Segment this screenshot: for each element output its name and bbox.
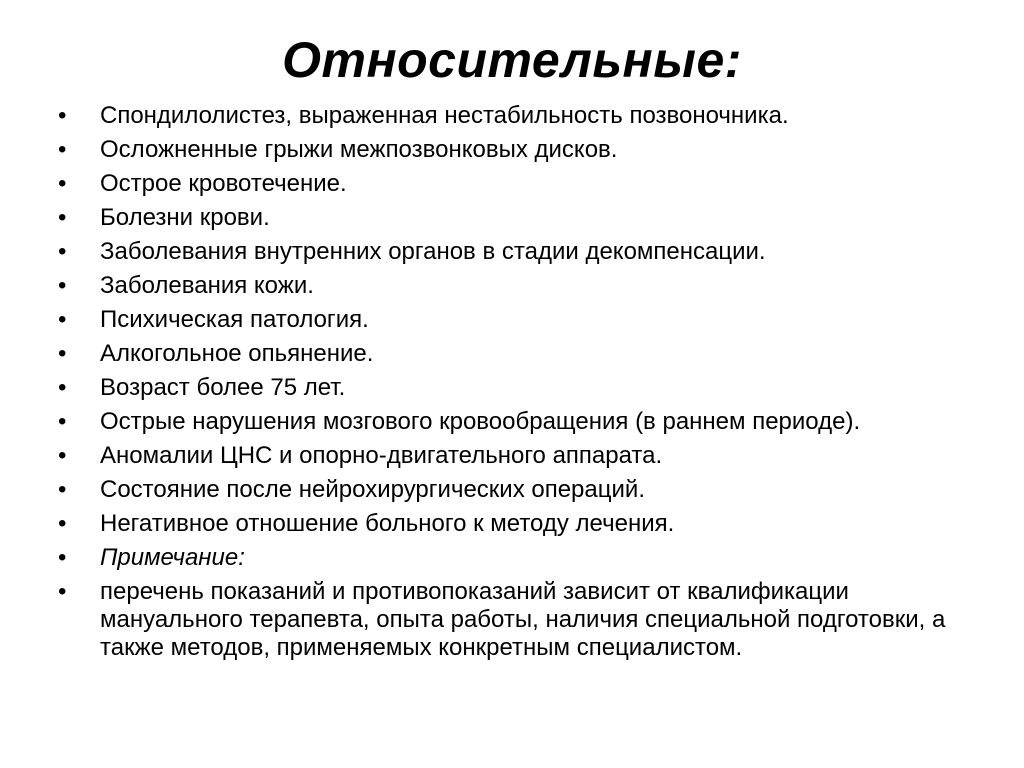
list-item-text: Заболевания внутренних органов в стадии декомпенсации.: [100, 238, 766, 265]
bullet-icon: •: [58, 578, 67, 605]
list-item: [58, 272, 958, 300]
contraindications-list: [58, 102, 958, 668]
list-item: [58, 306, 958, 334]
list-item: [58, 476, 958, 504]
list-item: [58, 544, 958, 572]
bullet-icon: •: [58, 136, 67, 163]
list-item-text: Спондилолистез, выраженная нестабильность позвоночника.: [100, 102, 789, 129]
bullet-icon: •: [58, 102, 67, 129]
list-item-text: Возраст более 75 лет.: [100, 374, 346, 401]
bullet-icon: •: [58, 170, 67, 197]
bullet-icon: •: [58, 374, 67, 401]
note-text: перечень показаний и противопоказаний зависит от квалификации мануального терапевта, опыта работы, наличия специальной подготовки, а также методов, применяемых конкретным специалистом.: [100, 578, 946, 661]
bullet-icon: •: [58, 272, 67, 299]
bullet-icon: •: [58, 476, 67, 503]
list-item: [58, 102, 958, 130]
list-item-text: Психическая патология.: [100, 306, 369, 333]
list-item-text: Алкогольное опьянение.: [100, 340, 374, 367]
list-item: [58, 442, 958, 470]
list-item: [58, 578, 958, 662]
list-item-text: Острые нарушения мозгового кровообращения (в раннем периоде).: [100, 408, 861, 435]
bullet-icon: •: [58, 340, 67, 367]
bullet-icon: •: [58, 238, 67, 265]
bullet-icon: •: [58, 442, 67, 469]
slide-title: Относительные:: [282, 32, 742, 88]
list-item: [58, 510, 958, 538]
bullet-icon: •: [58, 510, 67, 537]
list-item: [58, 204, 958, 232]
list-item-text: Негативное отношение больного к методу лечения.: [100, 510, 675, 537]
note-label: Примечание:: [100, 544, 245, 571]
list-item-text: Болезни крови.: [100, 204, 270, 231]
bullet-icon: •: [58, 204, 67, 231]
list-item-text: Аномалии ЦНС и опорно-двигательного аппарата.: [100, 442, 663, 469]
list-item-text: Острое кровотечение.: [100, 170, 347, 197]
list-item-text: Заболевания кожи.: [100, 272, 314, 299]
bullet-icon: •: [58, 306, 67, 333]
bullet-icon: •: [58, 408, 67, 435]
bullet-icon: •: [58, 544, 67, 571]
list-item: [58, 408, 958, 436]
list-item-text: Осложненные грыжи межпозвонковых дисков.: [100, 136, 618, 163]
list-item: [58, 238, 958, 266]
list-item: [58, 374, 958, 402]
list-item-text: Состояние после нейрохирургических операций.: [100, 476, 645, 503]
list-item: [58, 136, 958, 164]
list-item: [58, 340, 958, 368]
list-item: [58, 170, 958, 198]
